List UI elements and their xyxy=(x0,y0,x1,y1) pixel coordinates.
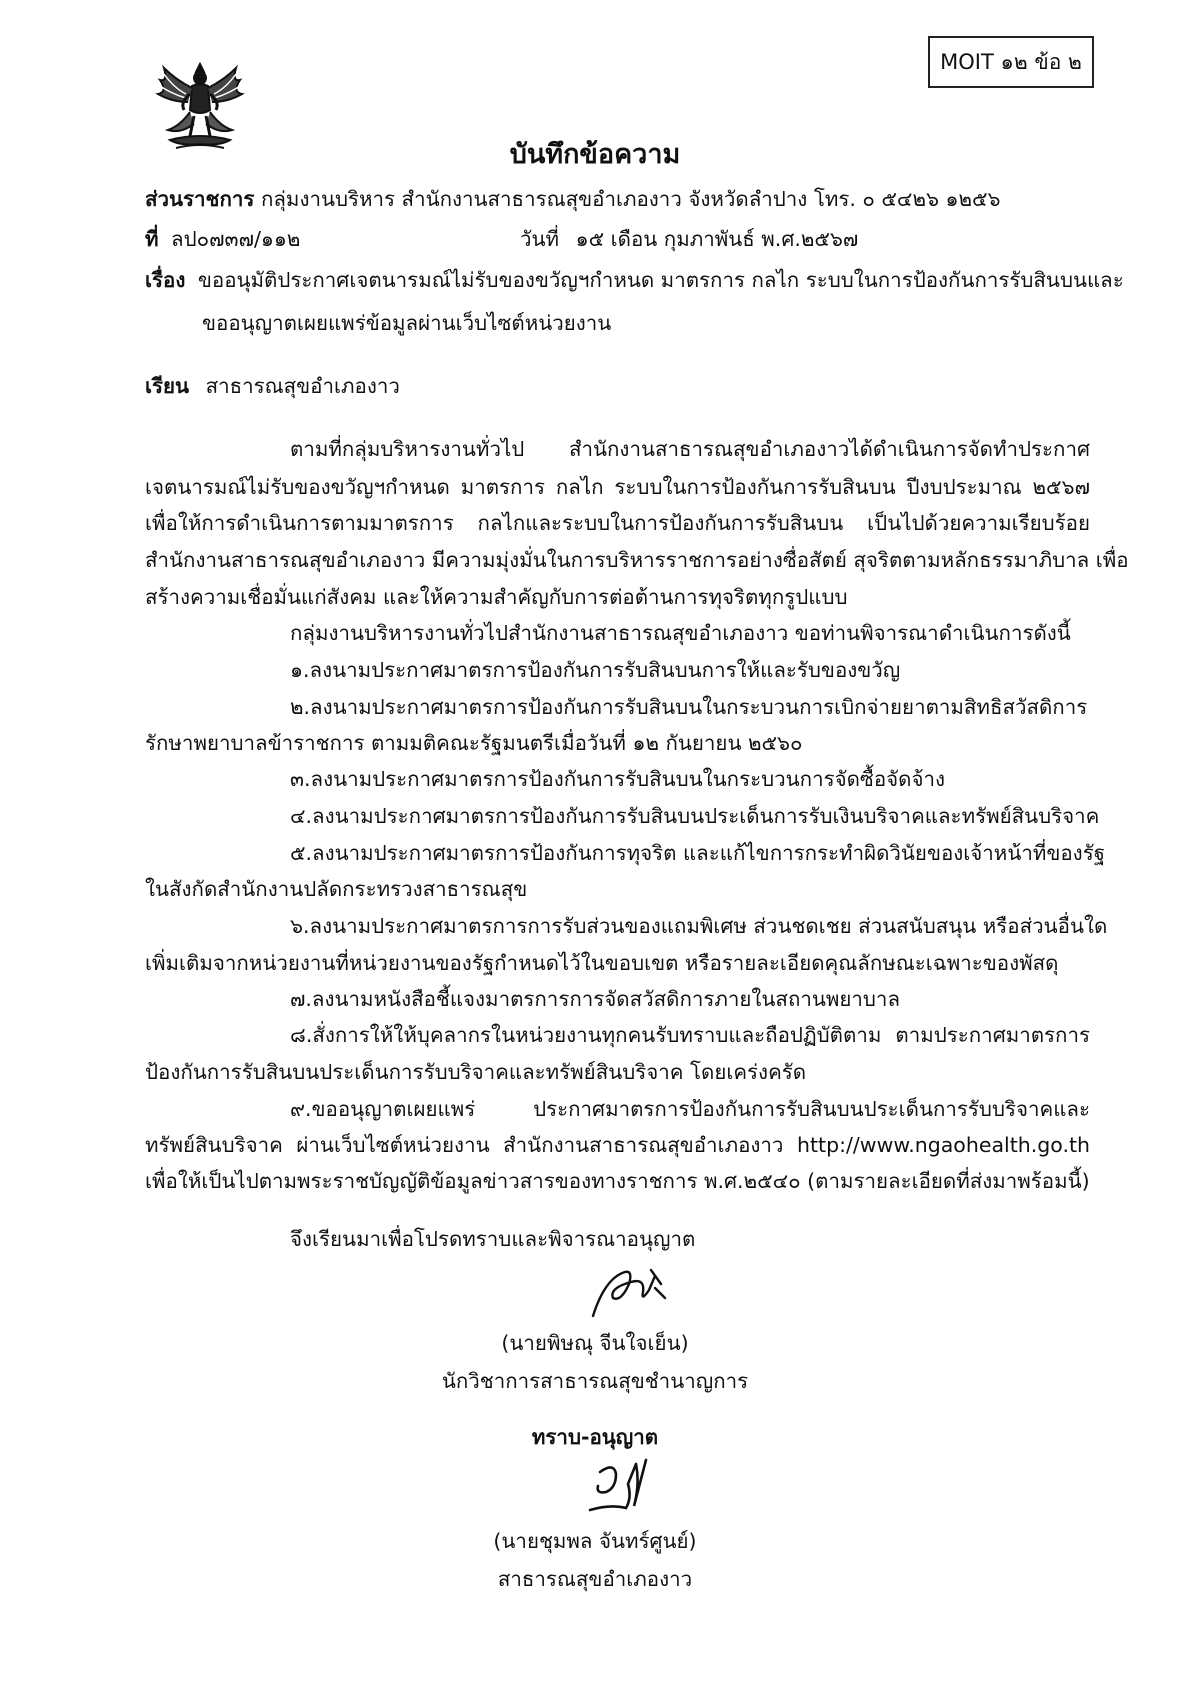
subject-label: เรื่อง xyxy=(145,268,186,292)
body-p1-line-5: สร้างความเชื่อมั่นแก่สังคม และให้ความสำคัญกับการต่อต้านการทุจริตทุกรูปแบบ xyxy=(145,585,848,609)
item-6-line-1: ๖.ลงนามประกาศมาตรการการรับส่วนของแถมพิเศษ ส่วนชดเชย ส่วนสนับสนุน หรือส่วนอื่นใด xyxy=(290,914,1108,938)
item-8-line-2: ป้องกันการรับสินบนประเด็นการรับบริจาคและทรัพย์สินบริจาค โดยเคร่งครัด xyxy=(145,1060,807,1084)
body-p1-line-4: สำนักงานสาธารณสุขอำเภองาว มีความมุ่งมั่นในการบริหารราชการอย่างซื่อสัตย์ สุจริตตามหลักธรรมาภิบาล เพื่อ xyxy=(145,548,1129,572)
body-p1-line-3: เพื่อให้การดำเนินการตามมาตรการ กลไกและระบบในการป้องกันการรับสินบน เป็นไปด้วยความเรียบร้อย xyxy=(145,511,1090,535)
item-5-line-2: ในสังกัดสำนักงานปลัดกระทรวงสาธารณสุข xyxy=(145,877,528,901)
to-line xyxy=(145,373,400,399)
agency-label: ส่วนราชการ xyxy=(145,187,255,211)
body-p1-line-2: เจตนารมณ์ไม่รับของขวัญฯกำหนด มาตรการ กลไก ระบบในการป้องกันการรับสินบน ปีงบประมาณ ๒๕๖๗ xyxy=(145,475,1090,499)
date-line xyxy=(520,226,858,252)
date-value: ๑๕ เดือน กุมภาพันธ์ พ.ศ.๒๕๖๗ xyxy=(575,227,859,251)
signer-2-position: สาธารณสุขอำเภองาว xyxy=(497,1567,693,1591)
signature-1 xyxy=(585,1258,685,1322)
item-1: ๑.ลงนามประกาศมาตรการป้องกันการรับสินบนการให้และรับของขวัญ xyxy=(290,658,901,682)
subject-text-2: ขออนุญาตเผยแพร่ข้อมูลผ่านเว็บไซต์หน่วยงาน xyxy=(202,311,612,335)
body-p1-line-1: ตามที่กลุ่มบริหารงานทั่วไป สำนักงานสาธารณสุขอำเภองาวได้ดำเนินการจัดทำประกาศ xyxy=(290,437,1090,461)
reference-line xyxy=(145,226,300,252)
signer-1-name: (นายพิษณุ จีนใจเย็น) xyxy=(501,1331,689,1355)
subject-text-1: ขออนุมัติประกาศเจตนารมณ์ไม่รับของขวัญฯกำหนด มาตรการ กลไก ระบบในการป้องกันการรับสินบนและ xyxy=(197,268,1124,292)
signer-2-name: (นายชุมพล จันทร์ศูนย์) xyxy=(493,1529,697,1553)
item-6-line-2: เพิ่มเติมจากหน่วยงานที่หน่วยงานของรัฐกำหนดไว้ในขอบเขต หรือรายละเอียดคุณลักษณะเฉพาะของพัสดุ xyxy=(145,951,1059,975)
to-value: สาธารณสุขอำเภองาว xyxy=(205,374,400,398)
signature-2-mark xyxy=(570,1454,670,1520)
reference-label: ที่ xyxy=(145,227,159,251)
document-code-box xyxy=(928,36,1094,88)
signature-1-mark xyxy=(585,1258,685,1322)
item-7: ๗.ลงนามหนังสือชี้แจงมาตรการการจัดสวัสดิการภายในสถานพยาบาล xyxy=(290,987,901,1011)
item-2-line-1: ๒.ลงนามประกาศมาตรการป้องกันการรับสินบนในกระบวนการเบิกจ่ายยาตามสิทธิสวัสดิการ xyxy=(290,695,1088,719)
reference-value: ลป๐๗๓๗/๑๑๒ xyxy=(171,227,301,251)
item-3: ๓.ลงนามประกาศมาตรการป้องกันการรับสินบนในกระบวนการจัดซื้อจัดจ้าง xyxy=(290,767,945,791)
item-2-line-2: รักษาพยาบาลข้าราชการ ตามมติคณะรัฐมนตรีเมื่อวันที่ ๑๒ กันยายน ๒๕๖๐ xyxy=(145,731,803,755)
signer-1-position: นักวิชาการสาธารณสุขชำนาญการ xyxy=(441,1369,749,1393)
item-9-line-2: ทรัพย์สินบริจาค ผ่านเว็บไซต์หน่วยงาน สำนักงานสาธารณสุขอำเภองาว http://www.ngaohealth.go.th xyxy=(145,1133,1090,1157)
closing-line: จึงเรียนมาเพื่อโปรดทราบและพิจารณาอนุญาต xyxy=(290,1227,696,1251)
to-label: เรียน xyxy=(145,374,190,398)
item-9-line-3: เพื่อให้เป็นไปตามพระราชบัญญัติข้อมูลข่าวสารของทางราชการ พ.ศ.๒๕๔๐ (ตามรายละเอียดที่ส่งมาพร้อมนี้) xyxy=(145,1169,1090,1193)
agency-line xyxy=(145,186,1001,212)
agency-value: กลุ่มงานบริหาร สำนักงานสาธารณสุขอำเภองาว จังหวัดลำปาง โทร. ๐ ๕๔๒๖ ๑๒๕๖ xyxy=(260,187,1001,211)
item-4: ๔.ลงนามประกาศมาตรการป้องกันการรับสินบนประเด็นการรับเงินบริจาคและทรัพย์สินบริจาค xyxy=(290,804,1100,828)
subject-line-1 xyxy=(145,267,1124,293)
body-p2: กลุ่มงานบริหารงานทั่วไปสำนักงานสาธารณสุขอำเภองาว ขอท่านพิจารณาดำเนินการดังนี้ xyxy=(290,621,1071,645)
item-9-line-1: ๙.ขออนุญาตเผยแพร่ ประกาศมาตรการป้องกันการรับสินบนประเด็นการรับบริจาคและ xyxy=(290,1097,1090,1121)
signature-2 xyxy=(570,1454,670,1520)
item-5-line-1: ๕.ลงนามประกาศมาตรการป้องกันการทุจริต และแก้ไขการกระทำผิดวินัยของเจ้าหน้าที่ของรัฐ xyxy=(290,841,1106,865)
item-8-line-1: ๘.สั่งการให้ให้บุคลากรในหน่วยงานทุกคนรับทราบและถือปฏิบัติตาม ตามประกาศมาตรการ xyxy=(290,1023,1090,1047)
approval-text: ทราบ-อนุญาต xyxy=(531,1425,659,1449)
date-label: วันที่ xyxy=(520,227,560,251)
document-code: MOIT ๑๒ ข้อ ๒ xyxy=(940,49,1082,74)
page-title: บันทึกข้อความ xyxy=(509,139,681,170)
